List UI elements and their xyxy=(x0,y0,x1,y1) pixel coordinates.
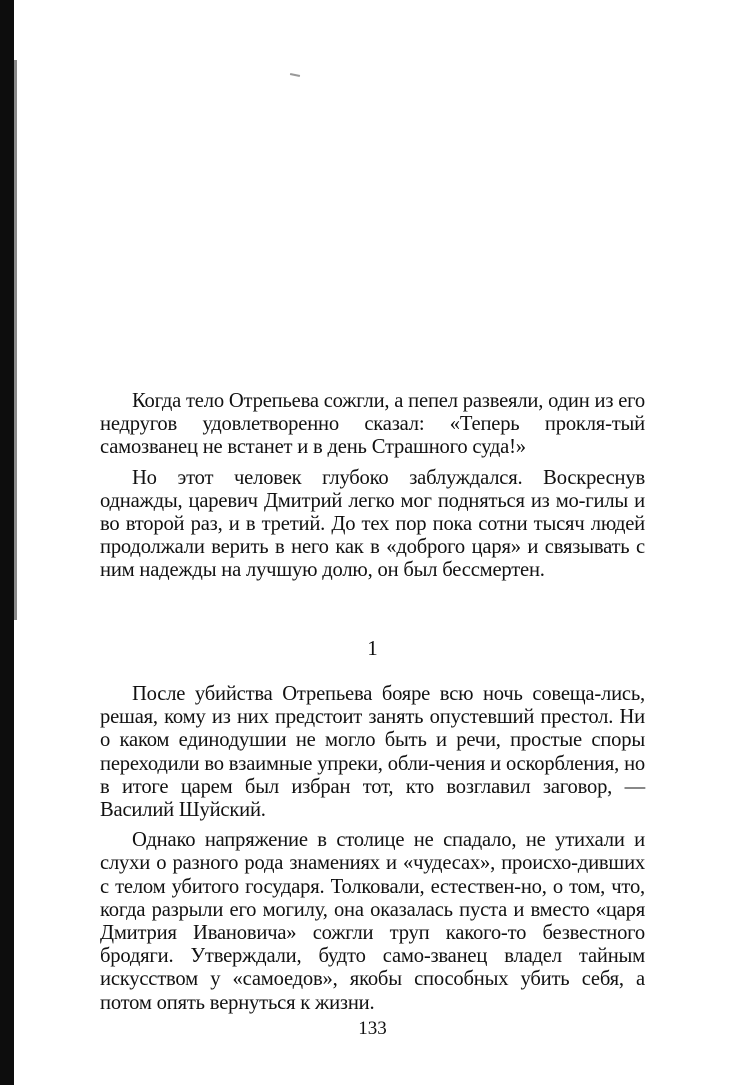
book-spine-shadow xyxy=(0,0,14,1085)
chapter-paragraph-1: После убийства Отрепьева бояре всю ночь совеща-лись, решая, кому из них предстоит занять опустевший престол. Ни о каком единодушии не могло быть и речи, простые споры переходили во взаимные упреки, обли-чения и оскорбления, но в итоге царем был избран тот, кто возглавил заговор, — Василий Шуйский. xyxy=(100,683,645,822)
page-number: 133 xyxy=(358,1018,387,1039)
chapter-number: 1 xyxy=(367,636,378,660)
intro-paragraph-1: Когда тело Отрепьева сожгли, а пепел развеяли, один из его недругов удовлетворенно сказал: «Теперь прокля-тый самозванец не встанет и в день Страшного суда!» xyxy=(100,390,645,459)
intro-text xyxy=(100,390,645,583)
scan-speck xyxy=(290,73,300,77)
chapter-paragraph-2: Однако напряжение в столице не спадало, не утихали и слухи о разного рода знамениях и «чудесах», происхо-дивших с телом убитого государя. Толковали, естествен-но, о том, что, когда разрыли его могилу, она оказалась пуста и вместо «царя Дмитрия Ивановича» сожгли труп какого-то безвестного бродяги. Утверждали, будто само-званец владел тайным искусством у «самоедов», якобы способных убить себя, а потом опять вернуться к жизни. xyxy=(100,829,645,1014)
chapter-text xyxy=(100,683,645,1015)
intro-paragraph-2: Но этот человек глубоко заблуждался. Воскреснув однажды, царевич Дмитрий легко мог подняться из мо-гилы и во второй раз, и в третий. До тех пор пока сотни тысяч людей продолжали верить в него как в «доброго царя» и связывать с ним надежды на лучшую долю, он был бессмертен. xyxy=(100,466,645,582)
book-spine-edge xyxy=(14,60,17,620)
